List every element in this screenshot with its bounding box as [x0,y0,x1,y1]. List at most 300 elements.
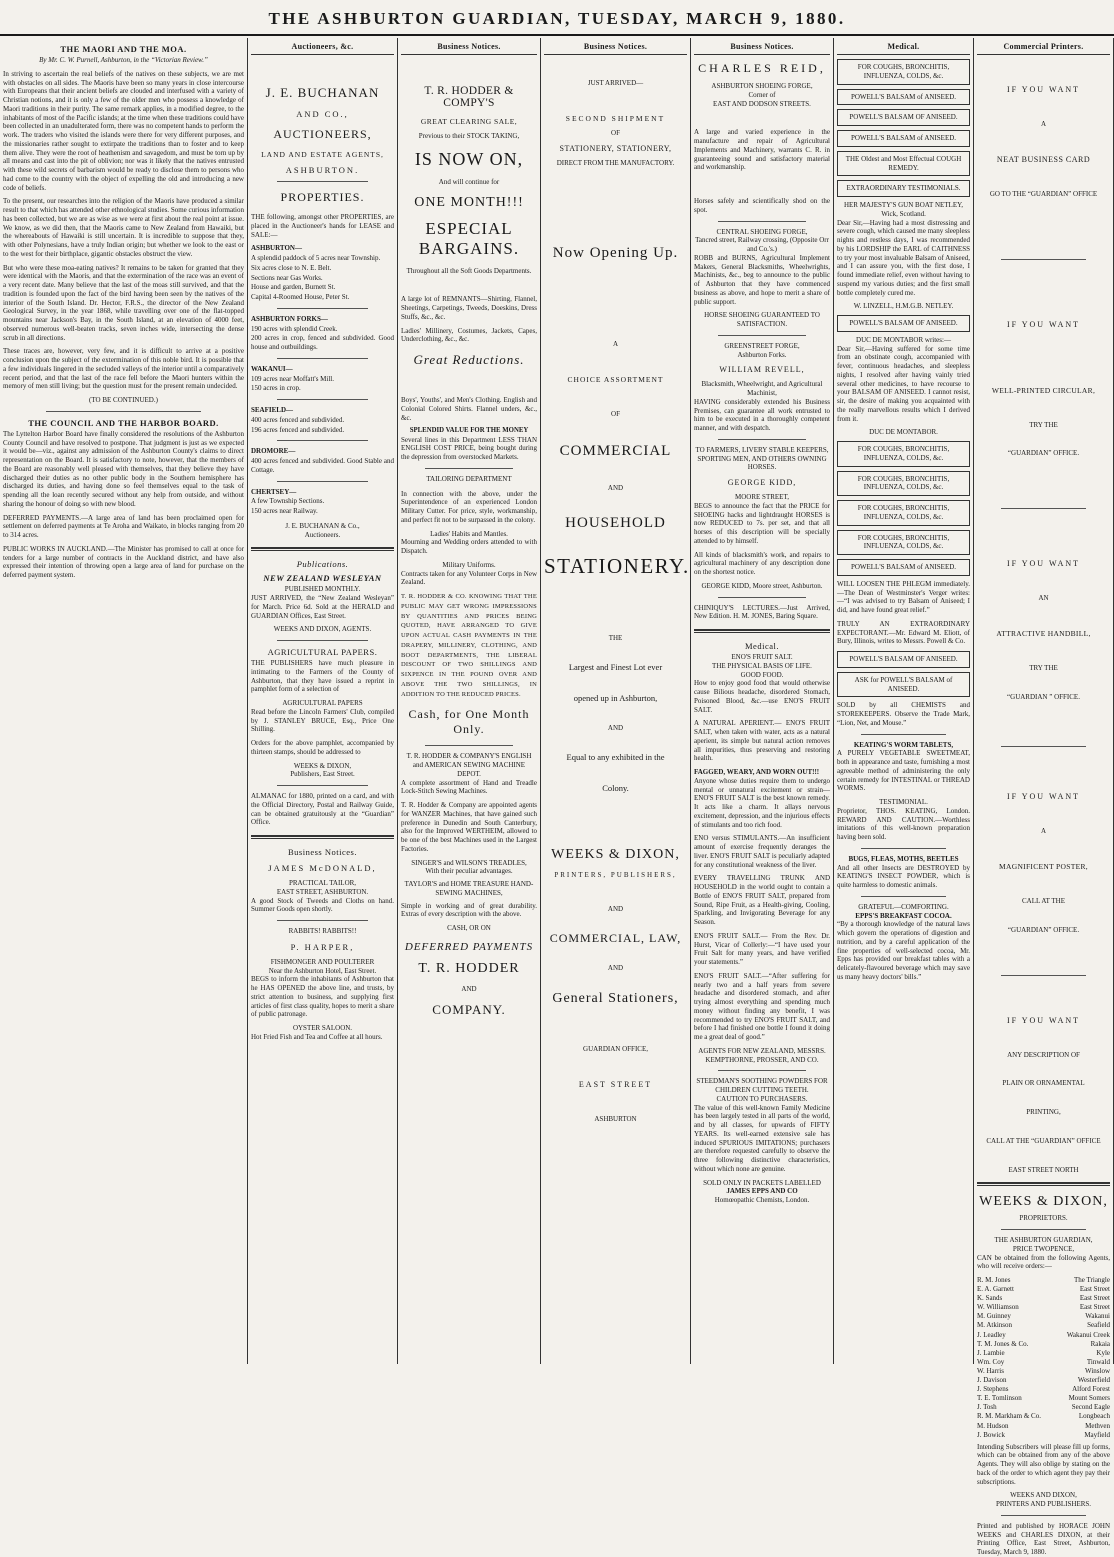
properties-intro: THE following, amongst other PROPERTIES, are placed in the Auctioneer's hands for LEASE and SALE:— [251,213,394,239]
ad-box: POWELL'S BALSAM OF ANISEED. [837,651,970,668]
spacer [977,170,1110,190]
spacer [544,1095,687,1115]
ad-text: AN [1038,594,1049,602]
ad-text: SOLD ONLY IN PACKETS LABELLED [703,1178,821,1187]
agent-row [977,1340,1110,1349]
article-paragraph: The Lyttelton Harbor Board have finally considered the resolutions of the Ashburton County Council and have resolved to postpone. That judgment is just as we expected it would be—viz., against any admission of the Ashburton County's claims to direct representation on the Board. It is satisfactory to note, however, that the members of the Board are reasonably well pleased with themselves, that they believe they have discharged their duties as no other public body in the Southern hemisphere has discharged its duties, and having done so feel themselves equal to the task of spending all the loan recently secured without any help from outside, and without sharing the honour of doing so with new blood. [3,429,244,508]
ad-text: HAVING considerably extended his Business Premises, can guarantee all work entrusted to him to be executed in a thoroughly competent manner, and with despatch. [694,397,830,432]
ad-text: Dear Sir,—Having suffered for some time from an obstinate cough, accompanied with fever, continuous headaches, and sleepless nights, I resolved after having vainly tried several other medicines, to have recourse to your BALSAM OF ANISEED. I cannot resist, sir, the desire of making you acquainted with the really marvellous results which I derived from it. [837,344,970,423]
agent-name: W. Williamson [977,1303,1019,1312]
imprint: Printed and published by HORACE JOHN WEEKS and CHARLES DIXON, at their Printing Office, East Street, Ashburton, Tuesday, March 9, 1880. [977,1521,1110,1557]
sale-month: ONE MONTH!!! [414,194,524,210]
sale-continue: And will continue for [438,177,500,186]
ad-text: GO TO THE “GUARDIAN” OFFICE [989,189,1098,198]
agent-row [977,1349,1110,1358]
ad-text: HORSE SHOEING GUARANTEED TO SATISFACTION. [704,311,820,328]
rabbits-heading: RABBITS! RABBITS!! [288,927,357,935]
ad-text: AND [607,964,624,973]
ad-text: Blacksmith, Wheelwright, and Agricultural Machinist, [701,380,823,397]
ad-box: FOR COUGHS, BRONCHITIS, INFLUENZA, COLDS, &c. [837,500,970,526]
agent-place: Tinwald [1086,1357,1110,1366]
spacer [401,376,537,396]
ad-text: Tancred street, Railway crossing, (Opposite Orr and Co.'s.) [695,236,829,253]
divider [425,468,512,469]
ad-text: IF YOU WANT [1006,559,1081,568]
spacer [401,275,537,295]
ad-text: ANY DESCRIPTION OF [1007,1050,1080,1059]
ad-text: A NATURAL APERIENT.— ENO'S FRUIT SALT, when taken with water, acts as a natural aperient, its simple but natural action removes all impurities, thus preserving and restoring health. [694,719,830,763]
spacer [977,401,1110,421]
double-rule [251,547,394,551]
ad-text: Corner of [748,90,776,99]
ad-text: AGENTS FOR NEW ZEALAND, MESSRS. KEMPTHORNE, PROSSER, AND CO. [698,1046,826,1064]
ad-signature-role: Publishers, East Street. [290,770,355,779]
agent-row [977,1403,1110,1412]
agent-name: K. Sands [977,1294,1003,1303]
firm-town: ASHBURTON. [285,165,360,175]
agent-name: J. Davison [977,1376,1007,1385]
stationery-heading: STATIONERY. [544,553,690,578]
epps-name: JAMES EPPS AND CO [726,1187,798,1196]
ad-text: DIRECT FROM THE MANUFACTORY. [556,158,675,167]
ad-text: TRULY AN EXTRAORDINARY EXPECTORANT.—Mr. Edward M. Eliott, of Bury, Illinois, writes to Messrs. Powell & Co. [837,619,970,646]
general-stationers-heading: General Stationers, [552,991,679,1006]
region-heading: CHERTSEY— [251,487,297,496]
spacer [544,589,687,634]
ad-text: FAGGED, WEARY, AND WORN OUT!!! [694,768,820,776]
masthead [0,0,1114,36]
agent-name: M. Atkinson [977,1321,1013,1330]
spacer [544,673,687,693]
ad-text: THE PUBLISHERS have much pleasure in intimating to the Farmers of the County of Ashburton, that they have issued a reprint in pamphlet form of a selection of [251,659,394,694]
ad-text: DUC DE MONTABOR writes:— [856,335,951,344]
agent-name: J. Stephens [977,1385,1009,1394]
region-heading: ASHBURTON FORKS— [251,314,328,323]
agent-place: Mayfield [1084,1430,1110,1439]
firm-name: T. R. HODDER & COMPY'S [424,85,514,109]
bargains-heading: ESPECIAL [425,218,513,238]
agent-place: East Street [1079,1285,1110,1294]
ad-text: SOLD by all CHEMISTS and STOREKEEPERS. Observe the Trade Mark, “Lion, Net, and Mouse.” [837,701,970,727]
ad-text: WILL LOOSEN THE PHLEGM immediately.—The Dean of Westminster's Verger writes:—“I was advised to try Balsam of Aniseed; I did, and have found great relief.” [837,579,970,614]
ad-text: NEAT BUSINESS CARD [996,154,1091,164]
region-heading: SEAFIELD— [251,406,294,414]
spacer [544,88,687,108]
ad-text: CALL AT THE “GUARDIAN” OFFICE [986,1136,1101,1145]
divider [277,399,369,400]
ad-text: CHOICE ASSORTMENT [567,375,664,384]
ad-text: Largest and Finest Lot ever [568,662,663,673]
ad-text: Read before the Lincoln Farmers' Club, compiled by J. STANLEY BRUCE, Esq., Price One Shilling. [251,707,394,734]
ad-text: A large lot of REMNANTS—Shirting, Flannel, Sheetings, Carpetings, Tweeds, Doeskins, Dress Stuffs, &c., &c. [401,295,537,321]
ad-text: W. LINZELL, H.M.G.B. NETLEY. [853,302,954,311]
column-forges-medical [691,38,834,1364]
firm-name: J. E. BUCHANAN [265,85,380,100]
agent-place: Methven [1085,1421,1110,1430]
spacer [977,877,1110,897]
divider [861,848,946,849]
region-heading: DROMORE— [251,447,296,456]
spacer [977,574,1110,594]
ad-text: Orders for the above pamphlet, accompanied by thirteen stamps, should be addressed to [251,739,394,756]
ad-text: Homœopathic Chemists, London. [714,1196,810,1204]
spacer [977,1117,1110,1137]
agent-name: R. M. Markham & Co. [977,1412,1041,1421]
spacer [977,1059,1110,1079]
spacer [977,836,1110,856]
agent-place: East Street [1079,1294,1110,1303]
weeks-dixon-heading: WEEKS & DIXON, [551,846,680,862]
agent-row [977,1385,1110,1394]
article-paragraph: To the present, our researches into the religion of the Maoris have produced a similar result to that which has attended other ethnological studies. Some curious information has been collected, but we are as wise as we were at first about the real point at issue. We know, as we did then, that the Maoris came to New Zealand from Hawaiki, but the whereabouts of Hawaiki is still uncertain. It is incredible to suppose that they, with other Polynesians, have a truly Indian origin; but whether we look to the east or to the west for their birthplace, gigantic obstacles obstruct the view. [3,197,244,258]
property-item: A splendid paddock of 5 acres near Township. [251,254,381,262]
agent-place: Wakanui Creek [1066,1330,1110,1339]
agent-row [977,1367,1110,1376]
column-auctioneers [248,38,398,1364]
spacer [977,807,1110,827]
ad-text: A complete assortment of Hand and Treadle Lock-Stitch Sewing Machines. [401,778,537,796]
divider [1001,508,1086,509]
sale-sub: Previous to their STOCK TAKING, [418,132,520,140]
divider [861,734,946,735]
ad-text: TO FARMERS, LIVERY STABLE KEEPERS, SPORTING MEN, AND OTHERS OWNING HORSES. [695,445,829,472]
ad-box: POWELL'S BALSAM OF ANISEED. [837,315,970,332]
agent-place: Mount Somers [1068,1394,1110,1403]
agent-row [977,1285,1110,1294]
ad-text: Simple in working and of great durability. Extras of every description with the above. [401,901,537,919]
ad-text: CAN be obtained from the following Agents, who will receive orders:— [977,1253,1110,1271]
spacer [977,335,1110,380]
column-header: Medical. [837,40,970,55]
ad-text: The value of this well-known Family Medicine has been largely tested in all parts of the world, and by all classes, for upwards of FIFTY YEARS. Its well-earned extensive sale has induced SPURIOUS IMITATIONS; purchasers are therefore requested carefully to observe the three following distinctive characteristics, without which none are genuine. [694,1103,830,1173]
ad-text: ENO'S FRUIT SALT.—“After suffering for nearly two and a half years from severe headache and disordered stomach, and after trying almost everything and spending much money without finding any benefit, I was recommended to try ENO'S FRUIT SALT, and before I had finished one bottle I found it doing me a great deal of good.” [694,971,830,1041]
divider [718,221,805,222]
double-rule [694,629,830,633]
property-item: 190 acres with splendid Creek. [251,324,338,333]
spacer [544,1025,687,1045]
divider [1001,259,1086,260]
ad-text: SECOND SHIPMENT [565,113,666,123]
spacer [977,100,1110,120]
spacer [544,794,687,839]
ad-text: IF YOU WANT [1006,319,1081,329]
bargains-heading-2: BARGAINS. [418,238,520,258]
ad-text: ROBB and BURNS, Agricultural Implement Makers, General Blacksmiths, Wheelwrights, Machinists, &c., beg to announce to the public of Ashburton that they have commenced business as above, and hope to merit a share of public support. [694,253,830,306]
spacer [977,1088,1110,1108]
ad-text: THE PHYSICAL BASIS OF LIFE. [712,661,812,670]
ad-text: Anyone whose duties require them to undergo mental or unnatural excitement or strain—ENO'S FRUIT SALT is the best known remedy. It acts like a charm. It allays nervous excitement, depression, and the injurious effects of stimulants and too rich food. [694,776,830,829]
spacer [544,167,687,237]
property-item: Capital 4-Roomed House, Peter St. [251,293,350,301]
spacer [977,906,1110,926]
agent-row [977,1294,1110,1303]
tailor-name: JAMES McDONALD, [268,863,377,873]
article-paragraph: DEFERRED PAYMENTS.—A large area of land has been proclaimed open for settlement on deferred payments at Te Aroha and Waikato, in blocks ranging from 20 to 314 acres. [3,513,244,539]
ad-text: ENO'S FRUIT SALT.— From the Rev. Dr. Hurst, Vicar of Collerly:—“I have used your Fruit Salt for many years, and have verified your statements.” [694,931,830,966]
column-medical [834,38,974,1364]
divider [277,358,369,359]
forge-heading: GREENSTREET FORGE, [724,341,800,350]
divider [1001,746,1086,747]
spacer [544,349,687,369]
agent-name: J. Leadley [977,1330,1006,1339]
article-title: THE MAORI AND THE MOA. [60,44,187,54]
ad-text: In connection with the above, under the Superintendence of an experienced London Military Cutter. For price, style, workmanship, and perfect fit not to be surpassed in the colony. [401,489,537,524]
ad-text: SINGER'S and WILSON'S TREADLES, [411,858,527,867]
column-hodder [398,38,541,1364]
forge-heading: CENTRAL SHOEING FORGE, [716,227,808,236]
almanac-notice: ALMANAC for 1880, printed on a card, and with the Official Directory, Postal and Railway Guide, can be obtained gratuitously at the “Guardian” Office. [251,792,394,827]
ad-text: TRY THE [1029,420,1058,429]
ad-text: With their peculiar advantages. [425,867,513,876]
harper-name: P. HARPER, [290,941,355,952]
article-title-2: THE COUNCIL AND THE HARBOR BOARD. [28,417,219,428]
ad-text: EAST STREET NORTH [1008,1165,1079,1174]
ad-text: PRINTERS AND PUBLISHERS. [995,1500,1092,1509]
ad-text: “GUARDIAN” OFFICE. [1007,449,1080,458]
ad-text: And all other Insects are DESTROYED by KEATING'S INSECT POWDER, which is quite harmless to domestic animals. [837,863,970,889]
column-header: Business Notices. [694,40,830,55]
ad-text: How to enjoy good food that would otherwise cause Bilious headache, disordered Stomach, Poisoned Blood, &c.—use ENO'S FRUIT SALT. [694,679,830,714]
agent-place: Wakanui [1085,1312,1110,1321]
ad-text: EAST AND DODSON STREETS. [713,99,811,108]
spacer [544,763,687,783]
ad-box: POWELL'S BALSAM of ANISEED. [837,559,970,576]
tailor-address: EAST STREET, ASHBURTON. [276,887,369,896]
bugs-heading: BUGS, FLEAS, MOTHS, BEETLES [848,854,959,863]
agent-row [977,1358,1110,1367]
ad-text: IF YOU WANT [1006,1015,1081,1025]
property-item: 400 acres fenced and subdivided. Good Stable and Cottage. [251,457,394,474]
column-stationery [541,38,691,1364]
agent-name: E. A. Garnett [977,1285,1014,1294]
property-item: 400 acres fenced and subdivided. [251,415,345,424]
tailor-text: A good Stock of Tweeds and Cloths on hand. Summer Goods open shortly. [251,896,394,914]
ad-text: ASHBURTON SHOEING FORGE, [711,82,813,90]
ad-text: A [1040,827,1047,836]
ad-text: PLAIN OR ORNAMENTAL [1002,1079,1085,1088]
agent-row [977,1321,1110,1330]
agent-row [977,1331,1110,1340]
divider [277,920,369,921]
firm-andco: AND CO., [296,109,349,119]
divider [277,785,369,786]
harper-address: Near the Ashburton Hotel, East Street. [268,966,377,975]
deferred-heading: DEFERRED PAYMENTS [404,940,534,953]
property-item: 196 acres fenced and subdivided. [251,425,345,434]
ad-box: EXTRAORDINARY TESTIMONIALS. [837,180,970,197]
ad-text: Horses safely and scientifically shod on the spot. [694,197,830,214]
spacer [977,429,1110,449]
section-heading: Medical. [745,641,779,651]
sewing-heading: T. R. HODDER & COMPANY'S ENGLISH and AMERICAN SEWING MACHINE DEPOT. [406,752,532,778]
column-header: Commercial Printers. [977,40,1110,55]
spacer [544,885,687,905]
property-item: 200 acres in crop, fenced and subdivided. Good house and outbuildings. [251,334,394,351]
continued-note: (TO BE CONTINUED.) [89,396,158,404]
divider [277,440,369,441]
masthead-title: THE ASHBURTON GUARDIAN, TUESDAY, MARCH 9, 1880. [268,9,846,28]
ad-text: Military Uniforms. [442,560,496,569]
firm-role-2: LAND AND ESTATE AGENTS, [261,150,384,159]
spacer [544,1054,687,1074]
spacer [977,603,1110,623]
ad-text: EAST STREET [578,1079,653,1089]
ad-text: A PURELY VEGETABLE SWEETMEAT, both in appearance and taste, furnishing a most agreeable method of administering the only certain remedy for INTESTINAL or THREAD WORMS. [837,749,970,793]
ad-text: Equal to any exhibited in the [566,752,665,763]
ad-text: OF [611,410,620,418]
region-heading: WAKANUI— [251,364,293,373]
article-byline: By Mr. C. W. Purnell, Ashburton, in the “Victorian Review.” [39,56,208,64]
harper-text: BEGS to inform the inhabitants of Ashburton that he HAS OPENED the above line, and trusts, by strict attention to business, and supplying first articles of first class quality, hopes to merit a share of public patronage. [251,975,394,1019]
ad-text: GRATEFUL—COMFORTING. [858,902,949,911]
property-item: A few Township Sections. [251,497,325,506]
ad-text: “GUARDIAN” OFFICE. [1007,925,1080,934]
ad-text: IF YOU WANT [1006,85,1081,94]
agent-row [977,1431,1110,1440]
ad-text: A [612,340,619,349]
ad-text: AND [607,904,624,913]
agent-place: Westerfield [1077,1376,1110,1385]
agent-name: J. Tosh [977,1403,997,1412]
oyster-heading: OYSTER SALOON. [292,1024,353,1032]
ad-text: ENO versus STIMULANTS.—An insufficient amount of exercise frequently deranges the liver. ENO'S FRUIT SALT is peculiarly adapted for any constitutional weakness of the liver. [694,834,830,869]
ad-text: TRY THE [1029,663,1058,672]
article-paragraph: PUBLIC WORKS IN AUCKLAND.—The Minister has promised to call at once for tenders for a large number of contracts in the Auckland district, and have also expressed their intention of throwing open a large area of land for purchase on the deferred payment system. [3,544,244,579]
agent-name: T. E. Tomlinson [977,1394,1022,1403]
ad-text: GOOD FOOD. [740,670,784,679]
ad-text: Several lines in this Department LESS THAN ENGLISH COST PRICE, being bought during the depression from overstocked Markets. [401,435,537,462]
now-opening-heading: Now Opening Up. [552,245,679,262]
agent-name: T. M. Jones & Co. [977,1339,1029,1348]
ad-text: AND [607,723,624,732]
firm-role: AUCTIONEERS, [273,127,372,141]
ad-text: Dear Sir,—Having had a most distressing and severe cough, which caused me many sleepless nights and restless days, I was recommended by his LORDSHIP the EARL of CAITHNESS to try your most invaluable Balsam of Aniseed, and I can assure you, with the first dose, I found immediate relief, even without having to suspend my various duties; and the first small bottle completely cured me. [837,218,970,297]
ad-text: EVERY TRAVELLING TRUNK AND HOUSEHOLD in the world ought to contain a Bottle of ENO'S FRUIT SALT, prepared from Sound, Ripe Fruit, as a Health-giving, Cooling, Sparkling, and Invigorating Beverage for any Season. [694,874,830,926]
property-item: 109 acres near Moffatt's Mill. [251,374,334,383]
ad-text: Boys', Youths', and Men's Clothing. English and Colonial Colored Shirts. Flannel unders, &c., &c. [401,396,537,422]
ad-text: Ladies' Millinery, Costumes, Jackets, Capes, Underclothing, &c., &c. [401,326,537,344]
firm-name-2: T. R. HODDER [418,960,520,976]
property-item: 150 acres near Railway. [251,507,318,515]
divider [718,439,805,440]
ad-signature: J. E. BUCHANAN & Co., [285,521,360,530]
ad-text: BEGS to announce the fact that the PRICE for SHOEING hacks and lightdraught HORSES is now REDUCED to 7s. per set, and that all horses of this description will be specially attended to by himself. [694,501,830,545]
ad-signature-role: Auctioneers. [304,530,341,539]
ad-box: ASK for POWELL'S BALSAM of ANISEED. [837,672,970,698]
divider [1001,1515,1086,1516]
ad-text: Colony. [602,782,629,793]
article-paragraph: But who were these moa-eating natives? It remains to be taken for granted that they were identical with the Maoris, and that the extermination of the race was an event of a very recent date. Many believe that the last of the moas still survived, and that the tradition is founded upon the fact of the bird having been seen by the natives of the interior of the South Island. Dr. Hector, F.R.S., the director of the New Zealand Geological Survey, in the year 1868, while travelling over one of the flat-topped mountains near Jackson's Bay, in the South Island, at an elevation of 4000 feet, observed numerous well-beaten tracks, seven inches wide, intersecting the dense scrub in all directions. [3,263,244,342]
article-paragraph: In striving to ascertain the real beliefs of the natives on these subjects, we are met with obstacles on all sides. The Maoris have been so many years in close intercourse with Europeans that their ancient beliefs are clouded and interfused with a variety of Christian notions, and it is only a few of the older men who possess a knowledge of Maori traditions in their purity. The same remark applies, in a modified degree, to the inhabitants of most of the Pacific islands; at the time when these traditions could have been collected in an unadulterated form, there was no competent hands to perform the work. The traders who visited the islands were there for very different purposes, and the missionaries rather sought to extirpate the traditions than to foster and to keep them alive. They were the root of heathenism and savagedom, and must be torn up by all means and cast into the pit of oblivion; nor was it likely that the natives entrusted with these wild secrets of barbarism would be ready to disclose them to persons who had come to the country with the object of expelling the old and introducing a new code of beliefs. [3,69,244,192]
property-item: 150 acres in crop. [251,384,301,393]
agent-row [977,1394,1110,1403]
ad-text: AGRICULTURAL PAPERS [282,699,363,707]
property-item: House and garden, Burnett St. [251,283,336,292]
ad-heading: AGRICULTURAL PAPERS. [267,647,378,657]
agent-name: W. Harris [977,1366,1004,1375]
ad-text: MAGNIFICENT POSTER, [999,862,1088,871]
tailoring-heading: TAILORING DEPARTMENT [426,474,512,483]
ad-text: WEEKS AND DIXON, [1010,1491,1077,1500]
ad-text: TESTIMONIAL. [879,798,928,806]
agent-place: Kyle [1096,1348,1110,1357]
publication-title: NEW ZEALAND WESLEYAN [263,573,382,584]
ad-text: AND [607,483,624,492]
divider [277,308,369,309]
ad-text: CAUTION TO PURCHASERS. [716,1094,808,1103]
ad-text: STATIONERY, STATIONERY, [559,143,672,153]
ad-text: DUC DE MONTABOR. [869,428,938,437]
keating-heading: KEATING'S WORM TABLETS, [853,740,954,749]
weeks-dixon-heading: WEEKS & DIXON, [979,1194,1108,1210]
ad-text: CASH, OR ON [447,924,491,933]
ad-text: AND [461,984,477,993]
divider [46,411,200,412]
steedman-heading: STEEDMAN'S SOOTHING POWDERS FOR CHILDREN CUTTING TEETH. [696,1077,828,1094]
agent-name: M. Hudson [977,1421,1009,1430]
ad-text: IF YOU WANT [1006,792,1081,802]
household-heading: HOUSEHOLD [565,514,666,531]
property-item: Sections near Gas Works. [251,273,323,282]
ad-text: A [1040,120,1047,128]
agent-place: East Street [1079,1303,1110,1312]
commercial-law-heading: COMMERCIAL, LAW, [549,931,682,946]
ad-text: A large and varied experience in the manufacture and repair of Agricultural Implements and Machinery, warrants C. R. in guaranteeing sound and satisfactory material and workmanship. [694,128,830,172]
divider [277,181,369,182]
divider [1001,975,1086,976]
harper-role: FISHMONGER AND POULTERER [270,957,375,966]
ad-text: Proprietor, THOS. KEATING, London. REWARD AND CAUTION.—Worthless imitations of this well-known preparation having been sold. [837,806,970,841]
agent-place: The Triangle [1074,1276,1110,1284]
spacer [694,108,830,128]
spacer [544,59,687,79]
agent-row [977,1312,1110,1321]
ad-text: THE ASHBURTON GUARDIAN, [994,1236,1093,1244]
eno-heading: ENO'S FRUIT SALT. [731,653,793,661]
ad-text: Intending Subscribers will please fill up forms, which can be obtained from any of the above Agents. They will also oblige by stating on the back of the order to which agent they pay their subscriptions. [977,1442,1110,1486]
ad-box: FOR COUGHS, BRONCHITIS, INFLUENZA, COLDS, &c. [837,59,970,85]
divider [1001,1229,1086,1230]
sale-now: IS NOW ON, [414,148,524,169]
ad-text: Mourning and Wedding orders attended to with Dispatch. [401,538,537,556]
ad-text: PROPRIETORS. [1019,1214,1068,1223]
properties-heading: PROPERTIES. [280,190,365,204]
region-heading: ASHBURTON— [251,244,302,253]
splendid-heading: SPLENDID VALUE FOR THE MONEY [409,427,529,435]
double-rule [977,1182,1110,1186]
column-header: Auctioneers, &c. [251,40,394,55]
agent-row [977,1422,1110,1431]
ad-box: POWELL'S BALSAM of ANISEED. [837,130,970,147]
ad-text: PRICE TWOPENCE, [1012,1244,1075,1253]
ad-text: CALL AT THE [1021,897,1066,905]
ad-box: FOR COUGHS, BRONCHITIS, INFLUENZA, COLDS, &c. [837,441,970,467]
agent-row [977,1276,1110,1285]
ad-text: JUST ARRIVED— [587,79,644,87]
agent-place: Longbeach [1078,1412,1110,1421]
ad-text: Ashburton Forks. [737,350,787,359]
ad-text: PRINTING, [1026,1108,1061,1116]
divider [718,335,805,336]
property-item: Six acres close to N. E. Belt. [251,263,332,272]
spacer [544,642,687,662]
column-header: Business Notices. [544,40,687,55]
agent-name: M. Guinney [977,1312,1011,1321]
divider [718,1070,805,1071]
ad-box: POWELL'S BALSAM OF ANISEED. [837,109,970,126]
agent-row [977,1412,1110,1421]
